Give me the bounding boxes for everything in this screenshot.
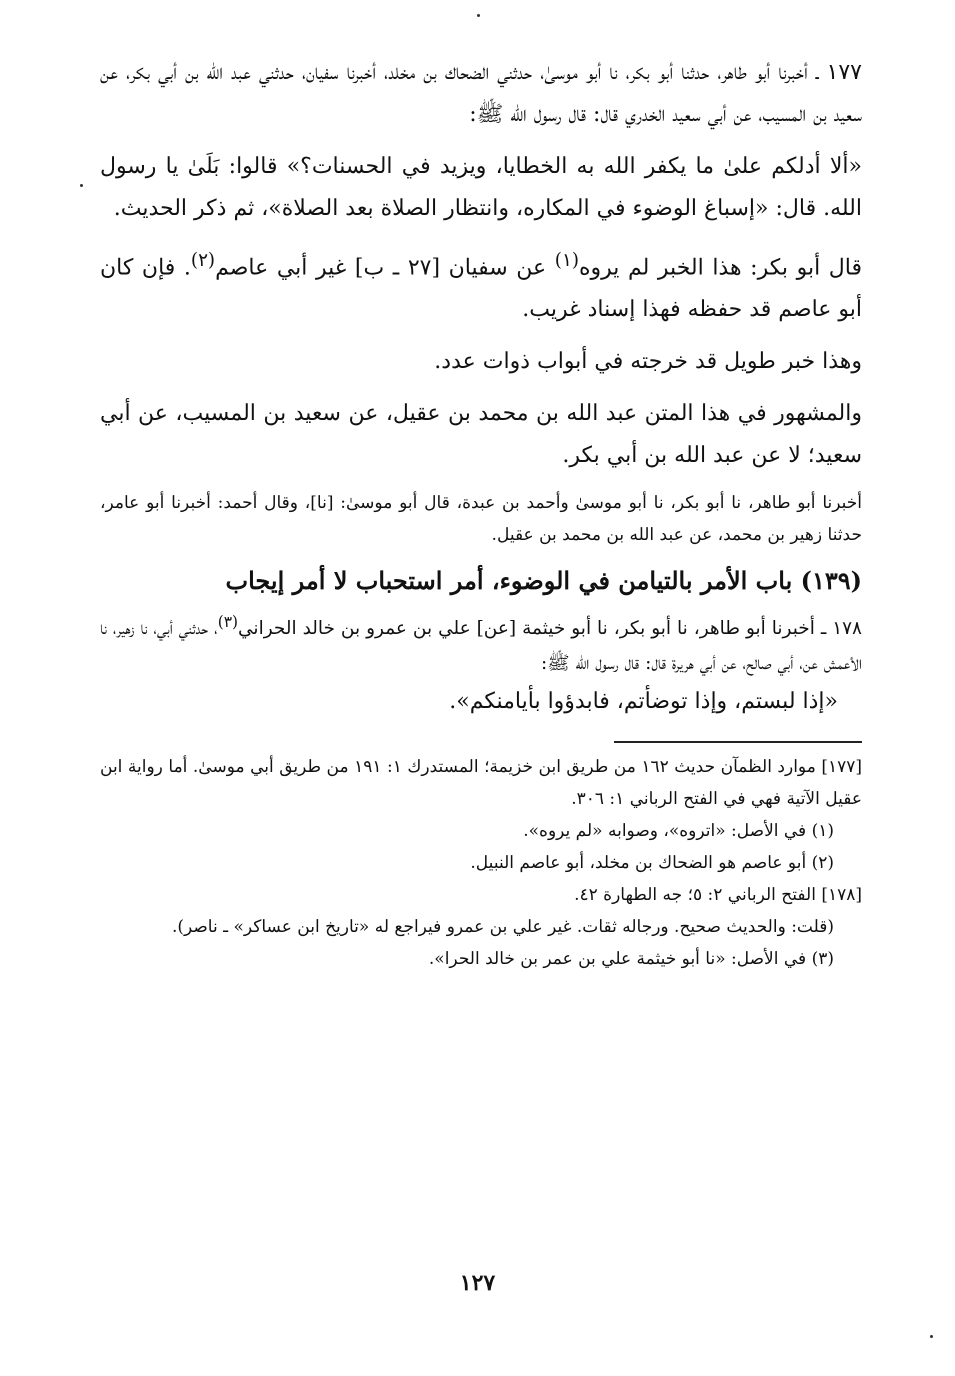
footnote-177: [١٧٧] موارد الظمآن حديث ١٦٢ من طريق ابن خزيمة؛ المستدرك ١: ١٩١ من طريق أبي موسىٰ. أما رواية ابن عقيل الآتية فهي في الفتح الرباني ١: ٣٠٦. xyxy=(100,757,862,810)
spacer xyxy=(100,136,862,146)
hadith-178-text: «إذا لبستم، وإذا توضأتم، فابدؤوا بأيامنكم». xyxy=(449,689,838,715)
hadith-178-chain xyxy=(100,605,862,681)
chain-text-1: ١٧٨ ـ أخبرنا أبو طاهر، نا أبو بكر، نا أبو خيثمة [عن] علي بن عمرو بن خالد الحراني xyxy=(238,618,862,640)
chapter-heading-139: (١٣٩) باب الأمر بالتيامن في الوضوء، أمر استحباب لا أمر إيجاب xyxy=(225,566,862,596)
famous-chain-note: والمشهور في هذا المتن عبد الله بن محمد بن عقيل، عن سعيد بن المسيب، عن أبي سعيد؛ لا عن عبد الله بن أبي بكر. xyxy=(100,401,862,469)
comment-text-2: عن سفيان [٢٧ ـ ب] غير أبي عاصم xyxy=(215,255,555,281)
spacer xyxy=(100,230,862,240)
spacer xyxy=(100,477,862,487)
footnote-1: (١) في الأصل: «اتروه»، وصوابه «لم يروه». xyxy=(523,821,834,842)
footnote-divider xyxy=(614,741,862,743)
footnote-ref-1: (١) xyxy=(554,250,579,271)
abu-bakr-comment xyxy=(100,240,862,331)
long-report-note: وهذا خبر طويل قد خرجته في أبواب ذوات عدد. xyxy=(434,349,862,375)
scan-speck xyxy=(930,1335,933,1338)
spacer xyxy=(100,383,862,393)
page-number: ١٢٧ xyxy=(459,1270,496,1296)
footnote-ref-2: (٢) xyxy=(190,250,216,271)
hadith-177-text: «ألا أدلكم علىٰ ما يكفر الله به الخطايا، ويزيد في الحسنات؟» قالوا: بَلَىٰ يا رسول الله. قال: «إسباغ الوضوء في المكاره، وانتظار الصلاة بعد الصلاة»، ثم ذكر الحديث. xyxy=(100,154,862,221)
hadith-177-chain: ١٧٧ ـ أخبرنا أبو طاهر، حدثنا أبو بكر، نا أبو موسىٰ، حدثني الضحاك بن مخلد، أخبرنا سفيان، حدثني عبد الله بن أبي بكر، عن سعيد بن المسيب، عن أبي سعيد الخدري قال: قال رسول الله ﷺ: xyxy=(100,60,862,127)
page-body xyxy=(100,52,862,975)
comment-text-1: قال أبو بكر: هذا الخبر لم يروه xyxy=(578,255,863,281)
footnote-2: (٢) أبو عاصم هو الضحاك بن مخلد، أبو عاصم النبيل. xyxy=(470,853,834,874)
chain-text-2: ، حدثني أبي، نا زهير، نا الأعمش عن، أبي صالح، عن أبي هريرة قال: قال رسول الله ﷺ: xyxy=(100,618,862,675)
footnote-3: (٣) في الأصل: «نا أبو خيثمة علي بن عمر بن خالد الحرا». xyxy=(428,949,834,970)
alternate-chain: أخبرنا أبو طاهر، نا أبو بكر، نا أبو موسىٰ وأحمد بن عبدة، قال أبو موسىٰ: [نا]، وقال أحمد: أخبرنا أبو عامر، حدثنا زهير بن محمد، عن عبد الله بن محمد بن عقيل. xyxy=(100,493,862,546)
scan-speck xyxy=(80,184,83,187)
footnote-ref-3: (٣) xyxy=(217,613,238,632)
spacer xyxy=(100,331,862,341)
footnote-178: [١٧٨] الفتح الرباني ٢: ٥؛ جه الطهارة ٤٢. xyxy=(574,885,862,906)
footnote-editor-note: (قلت: والحديث صحيح. ورجاله ثقات. غير علي بن عمرو فيراجع له «تاريخ ابن عساكر» ـ ناصر). xyxy=(171,917,834,938)
scan-speck xyxy=(477,14,480,17)
comment-text-3: . فإن كان أبو عاصم قد حفظه فهذا إسناد غريب. xyxy=(100,255,862,323)
